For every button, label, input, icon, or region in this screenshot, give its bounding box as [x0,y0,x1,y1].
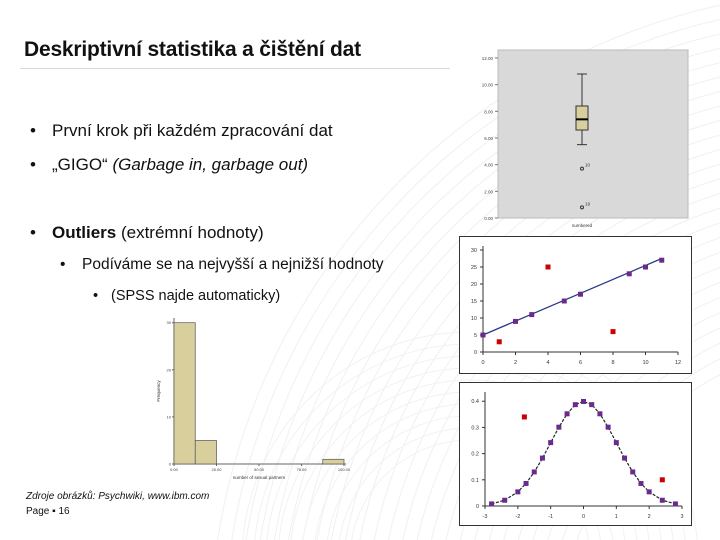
y-tick-label: 0.3 [471,425,479,432]
normal-curve-chart [459,382,692,526]
x-tick-label: 75.00 [296,467,307,472]
y-tick-label: 0 [473,350,477,356]
y-tick-label: 0 [168,461,171,467]
y-tick-label: 30 [166,320,171,326]
purple-data-point [622,456,627,461]
x-tick-label: -3 [482,514,488,520]
outlier-label: 19 [585,201,591,207]
y-tick-label: 0 [475,504,479,510]
x-tick-label: 4 [546,360,550,366]
outlier-label: 10 [585,162,591,168]
sub-sub-bullet [93,288,280,304]
y-tick-label: 20 [166,367,171,373]
purple-data-point [589,402,594,407]
bullet-glyph: • [93,288,99,304]
y-tick-label: 0.00 [484,216,493,221]
purple-data-point [513,319,518,324]
bullet-text-bold: Outliers [52,223,117,242]
x-tick-label: 0 [581,514,586,520]
purple-data-point [643,265,648,270]
red-data-point [546,265,551,270]
histogram-bar [195,440,216,464]
red-data-point [497,339,502,344]
purple-data-point [502,498,507,503]
x-tick-label: 25.00 [211,467,222,472]
y-tick-label: 8.00 [484,109,493,115]
x-tick-label: 2 [513,360,518,366]
purple-data-point [673,501,678,506]
purple-data-point [630,469,635,474]
y-tick-label: 10.00 [481,82,493,88]
y-tick-label: 10 [166,414,171,420]
x-tick-label: 50.00 [253,467,265,472]
purple-data-point [614,440,619,445]
purple-data-point [573,402,578,407]
x-tick-label: 6 [578,360,583,366]
purple-data-point [581,399,586,404]
y-axis-label: Frequency [156,380,161,402]
purple-data-point [548,440,553,445]
bullet-gigo [30,155,308,175]
red-data-point [522,414,527,419]
purple-data-point [638,481,643,486]
page-number: Page ▪ 16 [26,506,70,517]
chart-frame [460,237,692,374]
purple-data-point [659,258,664,263]
red-data-point [611,329,616,334]
x-axis-label: number of sexual partners [232,475,286,480]
y-tick-label: 0.1 [471,477,479,484]
y-tick-label: 20 [470,282,477,288]
purple-data-point [532,469,537,474]
y-tick-label: 4.00 [484,162,493,168]
x-tick-label: -1 [548,514,554,520]
bullet-text: První krok při každém zpracování dat [52,121,333,140]
y-tick-label: 6.00 [484,136,493,141]
purple-data-point [627,271,632,276]
y-tick-label: 0.2 [471,451,479,458]
purple-data-point [606,425,611,430]
plot-area [498,50,688,218]
boxplot-chart [462,44,692,230]
x-tick-label: 1 [614,514,618,520]
x-tick-label: 8 [611,360,615,366]
sub-bullet-text: Podíváme se na nejvyšší a nejnižší hodnoty [82,256,384,273]
y-tick-label: 25 [470,265,477,271]
sub-sub-bullet-text: (SPSS najde automaticky) [111,288,281,304]
purple-data-point [597,411,602,416]
bullet-first-step [30,121,333,141]
purple-data-point [529,312,534,317]
bullet-glyph: • [30,223,36,242]
y-tick-label: 5 [473,333,477,339]
bullet-glyph: • [60,256,66,273]
x-tick-label: 0 [481,360,485,366]
purple-data-point [556,425,561,430]
bullet-outliers [30,223,264,243]
x-tick-label: 10 [642,360,649,366]
y-tick-label: 10 [470,316,477,322]
title-divider [20,68,450,69]
image-source: Zdroje obrázků: Psychwiki, www.ibm.com [26,491,210,502]
purple-data-point [489,501,494,506]
histogram-bar [323,459,344,464]
bullet-text: „GIGO“ [52,155,113,174]
bullet-glyph: • [30,155,36,174]
purple-data-point [660,498,665,503]
x-tick-label: 12 [674,360,682,366]
iqr-box [576,106,588,130]
purple-data-point [524,481,529,486]
y-tick-label: 15 [470,299,477,305]
purple-data-point [562,299,567,304]
purple-data-point [540,456,545,461]
x-tick-label: 3 [680,514,684,520]
y-tick-label: 0.4 [471,399,479,406]
bullet-glyph: • [30,121,36,140]
purple-data-point [565,411,570,416]
red-data-point [660,477,665,482]
bullet-text: (extrémní hodnoty) [116,223,264,242]
histogram-bar [174,323,195,464]
x-axis-label: numbered [571,223,593,228]
y-tick-label: 12.00 [481,56,493,61]
x-tick-label: 100.00 [337,467,351,472]
sub-bullet [60,256,384,274]
x-tick-label: -2 [515,514,521,520]
y-tick-label: 2.00 [484,189,493,195]
x-tick-label: 0.00 [170,467,178,472]
y-tick-label: 30 [470,248,477,254]
scatter-chart [459,236,692,374]
purple-data-point [515,489,520,494]
x-tick-label: 2 [647,514,651,520]
histogram-chart [152,310,362,482]
purple-data-point [578,292,583,297]
purple-data-point [481,333,486,338]
purple-data-point [647,489,652,494]
bullet-text-italic: (Garbage in, garbage out) [112,155,309,174]
slide-title: Deskriptivní statistika a čištění dat [24,38,361,61]
